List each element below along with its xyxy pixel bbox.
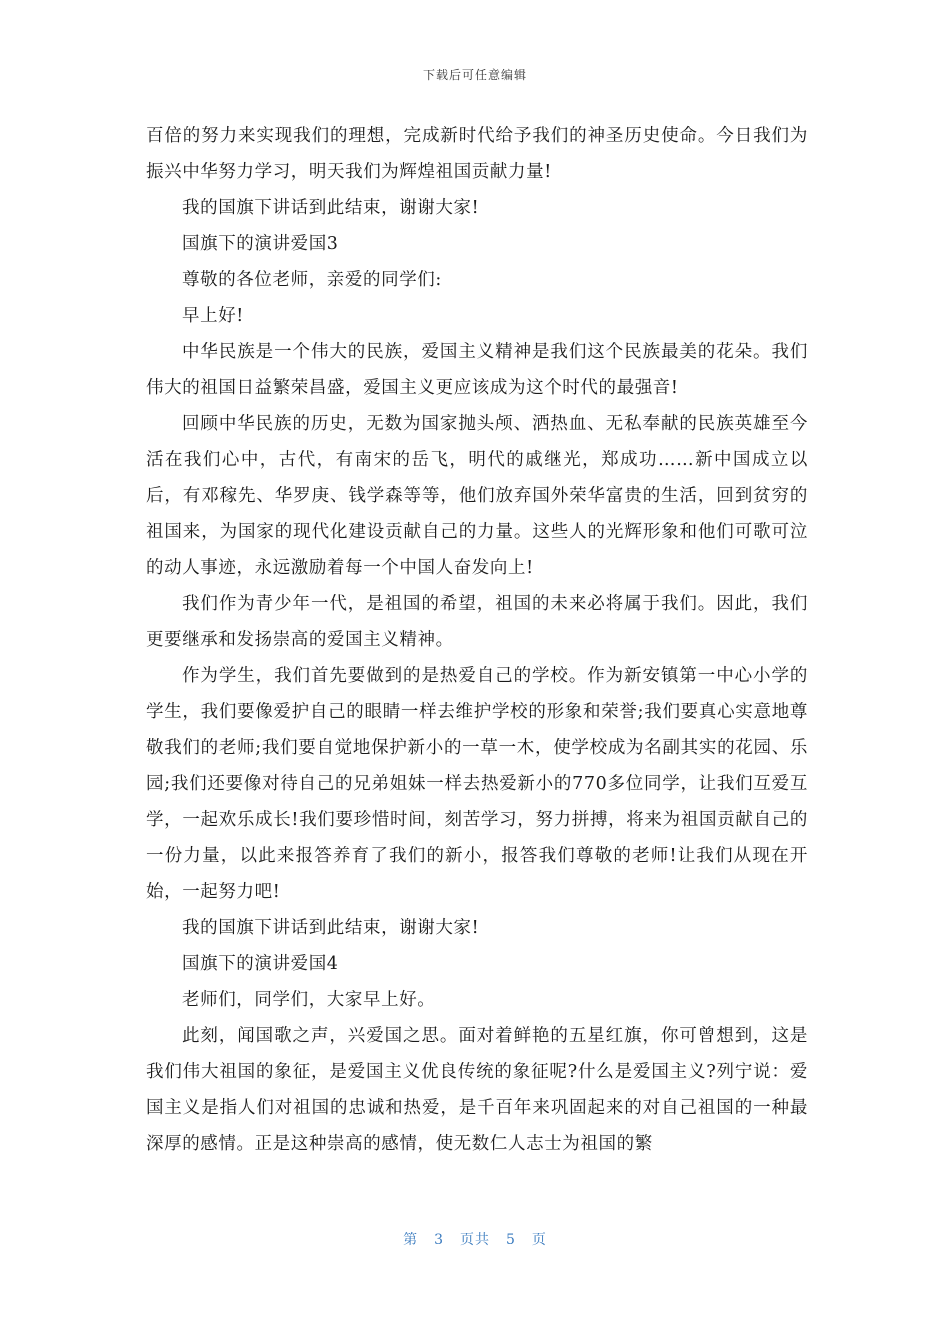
paragraph: 此刻，闻国歌之声，兴爱国之思。面对着鲜艳的五星红旗，你可曾想到，这是我们伟大祖国的象征，是爱国主义优良传统的象征呢?什么是爱国主义?列宁说：爱国主义是指人们对祖国的忠诚和热爱，是千百年来巩固起来的对自己祖国的一种最深厚的感情。正是这种崇高的感情，使无数仁人志士为祖国的繁 (146, 1026, 808, 1154)
salutation: 尊敬的各位老师，亲爱的同学们: (182, 270, 442, 290)
greeting: 早上好! (182, 306, 244, 326)
greeting: 老师们，同学们，大家早上好。 (182, 990, 436, 1010)
page-footer (0, 1229, 950, 1249)
section-heading: 国旗下的演讲爱国3 (182, 234, 339, 254)
paragraph: 作为学生，我们首先要做到的是热爱自己的学校。作为新安镇第一中心小学的学生，我们要像爱护自己的眼睛一样去维护学校的形象和荣誉;我们要真心实意地尊敬我们的老师;我们要自觉地保护新小的一草一木，使学校成为名副其实的花园、乐园;我们还要像对待自己的兄弟姐妹一样去热爱新小的770多位同学，让我们互爱互学，一起欢乐成长!我们要珍惜时间，刻苦学习，努力拼搏，将来为祖国贡献自己的一份力量，以此来报答养育了我们的新小，报答我们尊敬的老师!让我们从现在开始，一起努力吧! (146, 666, 808, 902)
paragraph: 百倍的努力来实现我们的理想，完成新时代给予我们的神圣历史使命。今日我们为振兴中华努力学习，明天我们为辉煌祖国贡献力量! (146, 126, 808, 182)
footer-label-end: 页 (531, 1232, 547, 1248)
footer-current-page: 3 (434, 1232, 444, 1248)
paragraph: 我的国旗下讲话到此结束，谢谢大家! (182, 198, 480, 218)
document-body (146, 118, 808, 1162)
paragraph: 中华民族是一个伟大的民族，爱国主义精神是我们这个民族最美的花朵。我们伟大的祖国日益繁荣昌盛，爱国主义更应该成为这个时代的最强音! (146, 342, 808, 398)
paragraph: 我们作为青少年一代，是祖国的希望，祖国的未来必将属于我们。因此，我们更要继承和发扬崇高的爱国主义精神。 (146, 594, 808, 650)
footer-label-page: 第 (403, 1232, 419, 1248)
paragraph: 回顾中华民族的历史，无数为国家抛头颅、洒热血、无私奉献的民族英雄至今活在我们心中，古代，有南宋的岳飞，明代的戚继光，郑成功……新中国成立以后，有邓稼先、华罗庚、钱学森等等，他们放弃国外荣华富贵的生活，回到贫穷的祖国来，为国家的现代化建设贡献自己的力量。这些人的光辉形象和他们可歌可泣的动人事迹，永远激励着每一个中国人奋发向上! (146, 414, 808, 578)
footer-label-of: 页共 (460, 1232, 490, 1248)
page-header: 下载后可任意编辑 (422, 68, 527, 82)
paragraph: 我的国旗下讲话到此结束，谢谢大家! (182, 918, 480, 938)
footer-total-pages: 5 (506, 1232, 516, 1248)
section-heading: 国旗下的演讲爱国4 (182, 954, 339, 974)
